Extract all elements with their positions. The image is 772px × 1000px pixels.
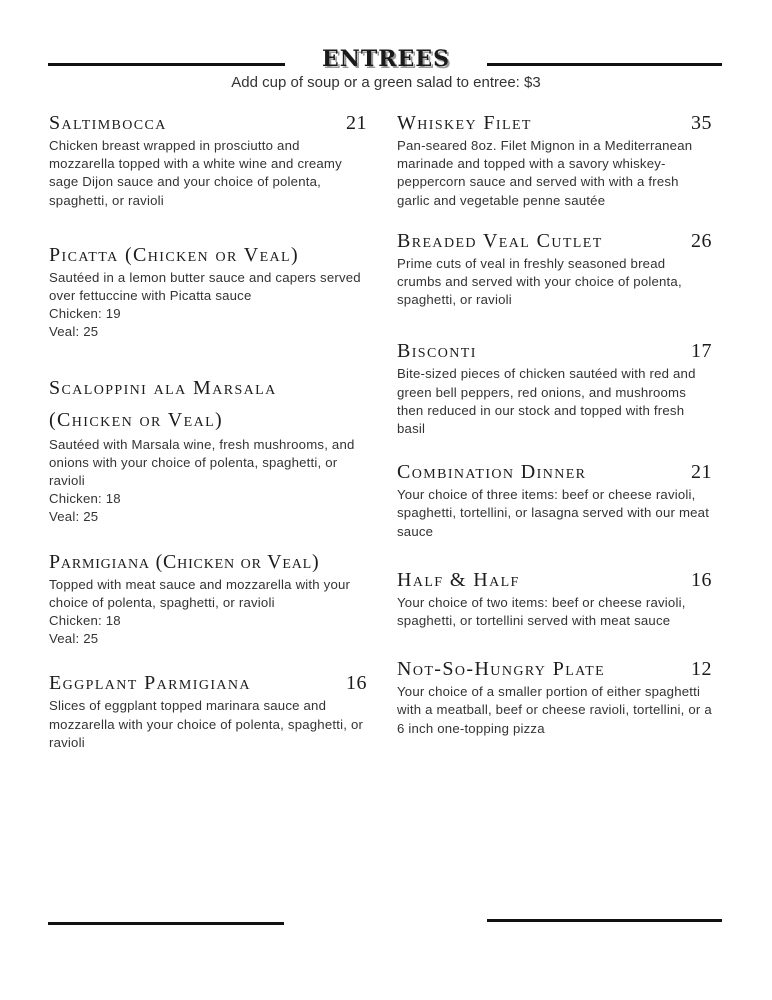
menu-item: [397, 567, 712, 630]
item-name: Combination Dinner: [397, 461, 587, 484]
menu-item: [49, 110, 367, 210]
item-price-chicken: Chicken: 18: [49, 613, 121, 629]
item-description: Chicken breast wrapped in prosciutto and mozzarella topped with a white wine and creamy sage Dijon sauce and your choice of polenta, spaghetti, or ravioli: [49, 138, 342, 208]
item-price-chicken: Chicken: 19: [49, 306, 121, 322]
menu-item: [49, 549, 367, 649]
item-price-veal: Veal: 25: [49, 324, 99, 340]
item-description: Your choice of a smaller portion of either spaghetti with a meatball, beef or cheese ravioli, tortellini, or a 6 inch one-topping pizza: [397, 684, 712, 736]
menu-column-left: [49, 110, 367, 752]
item-name: Breaded Veal Cutlet: [397, 229, 603, 252]
menu-item: [397, 459, 712, 541]
item-name: Eggplant Parmigiana: [49, 672, 251, 695]
item-name: Bisconti: [397, 340, 477, 363]
item-description: Sautéed in a lemon butter sauce and capers served over fettuccine with Picatta sauce: [49, 269, 361, 304]
item-price: 35: [691, 112, 712, 134]
item-price-veal: Veal: 25: [49, 631, 99, 647]
menu-item: [397, 656, 712, 738]
item-name: Half & Half: [397, 568, 520, 591]
item-description: Sautéed with Marsala wine, fresh mushrooms, and onions with your choice of polenta, spaghetti, or ravioli: [49, 436, 355, 489]
menu-item: [397, 228, 712, 310]
item-price: 16: [346, 672, 367, 695]
item-name: Scaloppini ala Marsala (Chicken or Veal): [49, 376, 277, 431]
item-name: Not-So-Hungry Plate: [397, 658, 606, 681]
item-price: 16: [691, 568, 712, 591]
menu-item: [397, 110, 712, 210]
footer-rule-right: [487, 919, 722, 922]
item-price: 26: [691, 229, 712, 252]
item-description: Your choice of two items: beef or cheese ravioli, spaghetti, or tortellini served with meat sauce: [397, 594, 686, 629]
item-description: Pan-seared 8oz. Filet Mignon in a Mediterranean marinade and topped with a savory whiskey-peppercorn sauce and served with with a fresh garlic and vegetable penne sautée: [397, 138, 693, 208]
menu-item: [49, 242, 367, 342]
menu-item: [49, 372, 367, 527]
footer-rule-left: [48, 922, 284, 925]
item-name: Whiskey Filet: [397, 112, 532, 134]
item-price: 21: [346, 112, 367, 134]
page-title: ENTREES: [322, 46, 450, 72]
item-description: Prime cuts of veal in freshly seasoned bread crumbs and served with your choice of polenta, spaghetti, or ravioli: [397, 255, 682, 308]
item-price: 12: [691, 658, 712, 681]
page-subtitle: Add cup of soup or a green salad to entree: $3: [231, 74, 541, 91]
menu-item: [397, 338, 712, 438]
menu-column-right: [397, 110, 712, 738]
item-description: Topped with meat sauce and mozzarella with your choice of polenta, spaghetti, or ravioli: [49, 576, 351, 610]
item-description: Bite-sized pieces of chicken sautéed with red and green bell peppers, red onions, and mushrooms then reduced in our stock and topped with fresh basil: [397, 366, 696, 437]
item-name: Saltimbocca: [49, 112, 167, 134]
item-price-chicken: Chicken: 18: [49, 491, 121, 507]
item-description: Slices of eggplant topped marinara sauce and mozzarella with your choice of polenta, spaghetti, or ravioli: [49, 698, 364, 750]
item-name: Picatta (Chicken or Veal): [49, 243, 300, 266]
item-name: Parmigiana (Chicken or Veal): [49, 550, 320, 573]
item-price: 17: [691, 340, 712, 363]
item-price-veal: Veal: 25: [49, 509, 99, 525]
menu-item: [49, 670, 367, 752]
item-description: Your choice of three items: beef or cheese ravioli, spaghetti, tortellini, or lasagna served with our meat sauce: [397, 487, 710, 539]
item-price: 21: [691, 461, 712, 484]
